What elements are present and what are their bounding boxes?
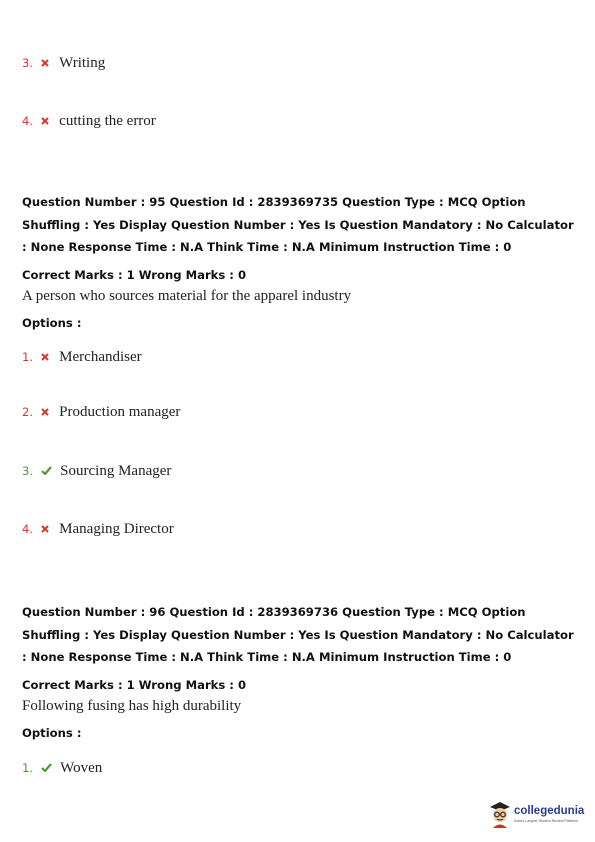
option-text: Merchandiser [59,349,142,365]
option-number: 1. [22,350,33,364]
option-number: 1. [22,761,33,775]
logo-tagline: India's Largest Student Review Platform [514,819,578,823]
cross-icon [41,117,49,125]
option-number: 4. [22,522,33,536]
question-marks: Correct Marks : 1 Wrong Marks : 0 [22,678,247,692]
cross-icon [41,353,49,361]
option-row [22,52,105,72]
option-number: 3. [22,56,33,70]
logo-name: collegedunia [514,805,585,817]
question-marks: Correct Marks : 1 Wrong Marks : 0 [22,268,247,282]
options-label: Options : [22,726,82,740]
option-text: Writing [59,55,106,71]
option-row [22,401,180,421]
option-row [22,346,142,366]
cross-icon [41,59,49,67]
option-number: 3. [22,464,33,478]
mascot-icon [488,800,512,828]
option-text: cutting the error [59,113,156,129]
option-row [22,460,171,480]
question-text: A person who sources material for the apparel industry [22,288,352,304]
option-text: Sourcing Manager [60,463,172,479]
question-text: Following fusing has high durability [22,698,242,714]
checkmark-icon [41,763,52,772]
option-text: Managing Director [59,521,174,537]
collegedunia-logo [488,800,588,830]
option-row [22,518,174,538]
cross-icon [41,525,49,533]
options-label: Options : [22,316,82,330]
option-number: 4. [22,114,33,128]
question-meta: Question Number : 96 Question Id : 2839369736 Question Type : MCQ Option Shuffling : Yes Display Question Number : Yes Is Question Mandatory : No Calculator : None Response Time : N.A Think Time : N.A Minimum Instruction Time : 0 [22,605,574,664]
option-text: Woven [60,760,103,776]
option-text: Production manager [59,404,181,420]
cross-icon [41,408,49,416]
option-row [22,757,102,777]
checkmark-icon [41,466,52,475]
option-row [22,110,156,130]
question-meta: Question Number : 95 Question Id : 2839369735 Question Type : MCQ Option Shuffling : Yes Display Question Number : Yes Is Question Mandatory : No Calculator : None Response Time : N.A Think Time : N.A Minimum Instruction Time : 0 [22,195,574,254]
option-number: 2. [22,405,33,419]
